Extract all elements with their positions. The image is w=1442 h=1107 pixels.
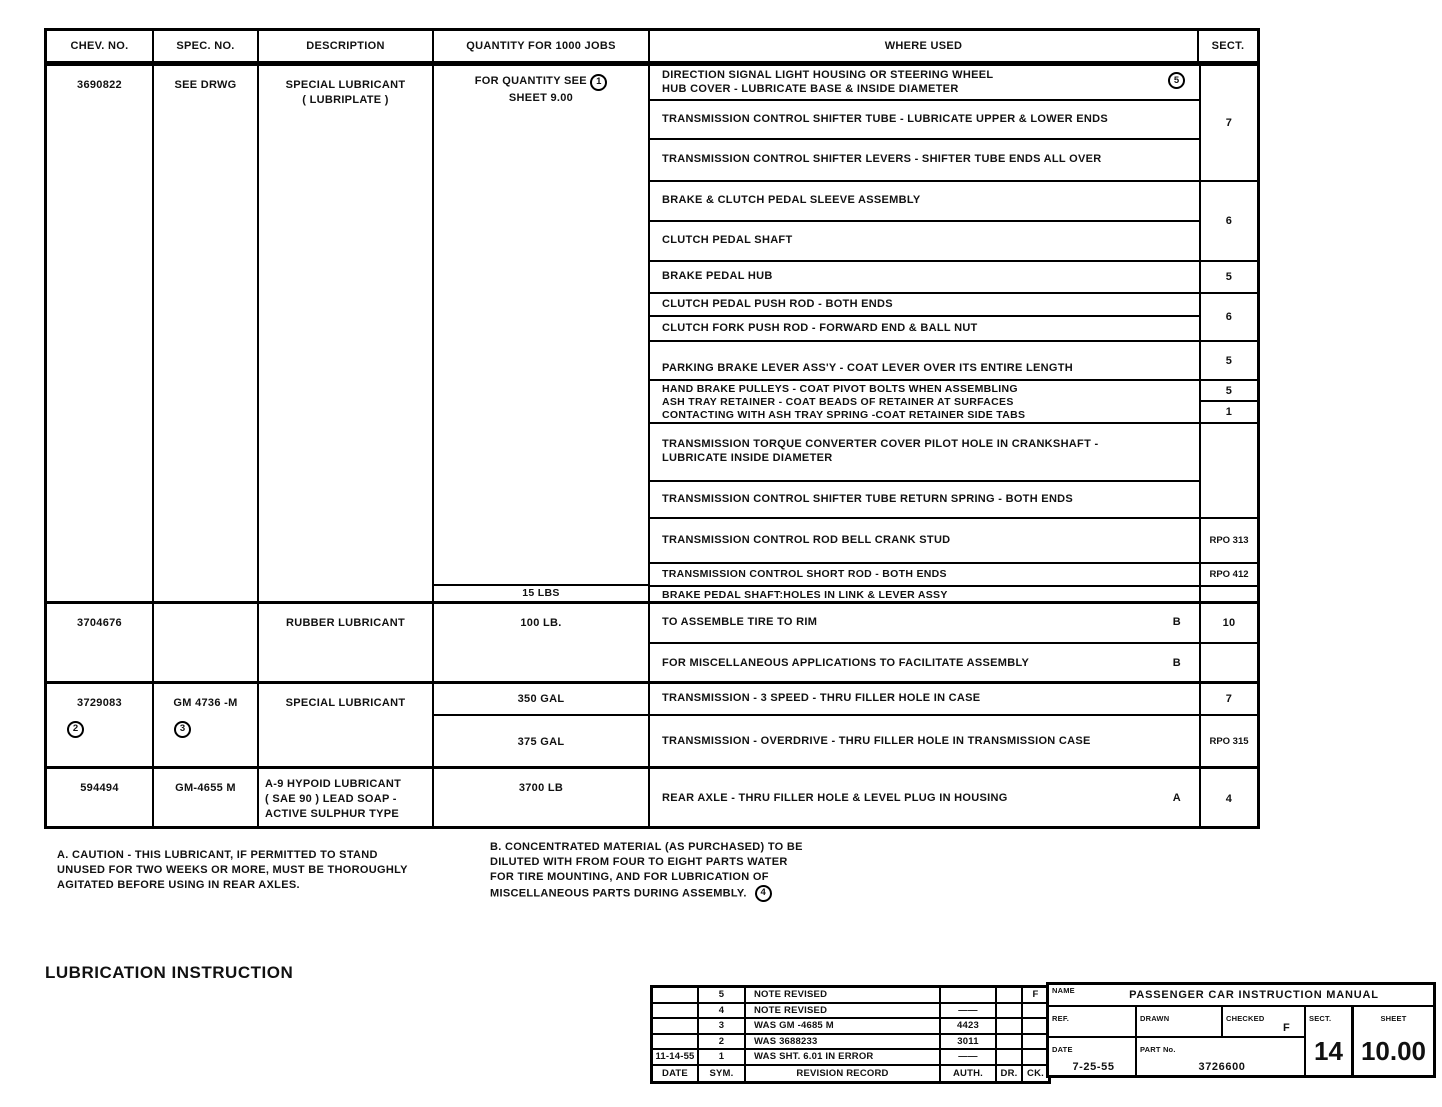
where-used-row [650,564,1199,587]
where-used-column [650,604,1201,681]
revision-auth: 4423 [941,1019,997,1033]
where-used-row [650,317,1199,342]
revision-row [653,1035,1048,1051]
revision-sym: 3 [699,1019,746,1033]
revision-sym: 2 [699,1035,746,1049]
description-line: SPECIAL LUBRICANT [285,79,406,91]
revision-auth [941,988,997,1002]
where-used-text: PARKING BRAKE LEVER ASS'Y - COAT LEVER OVER ITS ENTIRE LENGTH [662,362,1074,375]
header-spec-no: SPEC. NO. [154,31,259,61]
revision-date [653,1035,699,1049]
note-letter-b: B [1172,616,1181,629]
revision-dr-header: DR. [997,1066,1023,1082]
revision-row [653,988,1048,1004]
circled-note-3: 3 [174,721,191,738]
sect-cell: RPO 315 [1209,736,1249,747]
spec-no-value: GM 4736 -M [173,697,238,709]
revision-record: WAS SHT. 6.01 IN ERROR [746,1050,941,1064]
ref-cell: REF. [1049,1007,1137,1036]
revision-date [653,1019,699,1033]
where-used-row [650,294,1199,317]
revision-auth-header: AUTH. [941,1066,997,1082]
quantity-cell [434,769,650,826]
description-line: ( LUBRIPLATE ) [302,93,389,106]
header-quantity: QUANTITY FOR 1000 JOBS [434,31,650,61]
chev-no-value: 3704676 [77,617,122,629]
revision-record: WAS GM -4685 M [746,1019,941,1033]
chev-no-value: 3729083 [77,697,122,709]
sect-cell: 7 [1201,66,1257,182]
where-used-column [650,684,1201,766]
circled-note-2: 2 [67,721,84,738]
revision-ck [1023,1004,1048,1018]
where-used-text: BRAKE PEDAL SHAFT:HOLES IN LINK & LEVER ASSY [662,589,948,602]
where-used-text: TRANSMISSION - 3 SPEED - THRU FILLER HOLE IN CASE [662,692,981,705]
where-used-row [650,101,1199,140]
where-used-row [650,716,1199,767]
sect-cell: 5 [1201,262,1257,294]
revision-sym: 1 [699,1050,746,1064]
where-used-text: BRAKE PEDAL HUB [662,270,773,283]
quantity-sub-cell: 350 GAL [434,684,648,716]
revision-record-header: REVISION RECORD [746,1066,941,1082]
revision-sym: 4 [699,1004,746,1018]
lubricant-block-hypoid [47,766,1257,826]
circled-note-4: 4 [755,885,772,902]
where-used-text: TO ASSEMBLE TIRE TO RIM [662,616,818,629]
note-letter-a: A [1172,792,1181,805]
description-line: ACTIVE SULPHUR TYPE [265,807,400,820]
where-used-text: TRANSMISSION CONTROL SHIFTER TUBE RETURN SPRING - BOTH ENDS [662,492,1074,505]
header-where-used: WHERE USED [650,31,1199,61]
description-line: RUBBER LUBRICANT [285,617,406,629]
part-no-value: 3726600 [1198,1061,1246,1073]
lubrication-table [44,28,1260,829]
where-used-text: CLUTCH FORK PUSH ROD - FORWARD END & BALL NUT [662,321,978,334]
where-used-text: TRANSMISSION TORQUE CONVERTER COVER PILOT HOLE IN CRANKSHAFT - LUBRICATE INSIDE DIAMETER [662,438,1099,464]
revision-date-header: DATE [653,1066,699,1082]
description-cell [259,684,434,766]
where-used-row [650,644,1199,684]
where-used-text: TRANSMISSION CONTROL SHIFTER LEVERS - SHIFTER TUBE ENDS ALL OVER [662,153,1102,166]
where-used-row [650,587,1199,604]
revision-dr [997,1019,1023,1033]
description-line: ( SAE 90 ) LEAD SOAP - [265,792,397,805]
title-name-row [1049,985,1433,1007]
where-used-column [650,66,1201,601]
where-used-row [650,424,1199,482]
sect-cell: RPO 412 [1201,564,1257,587]
where-used-text: TRANSMISSION CONTROL SHORT ROD - BOTH ENDS [662,568,947,581]
note-letter-b: B [1172,657,1181,670]
revision-header-row [653,1066,1048,1082]
footnote-a [57,848,467,893]
chev-no-cell [47,604,154,681]
lubricant-block-lubriplate [47,63,1257,601]
where-used-row [650,140,1199,182]
sect-cell [1201,644,1257,684]
where-used-row [650,182,1199,222]
revision-date: 11-14-55 [653,1050,699,1064]
header-chev-no: CHEV. NO. [47,31,154,61]
sect-cell: RPO 313 [1201,519,1257,564]
checked-cell: CHECKED F [1226,1014,1290,1034]
footnote-line: UNUSED FOR TWO WEEKS OR MORE, MUST BE THOROUGHLY [57,863,408,876]
where-used-text: FOR MISCELLANEOUS APPLICATIONS TO FACILITATE ASSEMBLY [662,657,1030,670]
where-used-text: HAND BRAKE PULLEYS - COAT PIVOT BOLTS WHEN ASSEMBLING ASH TRAY RETAINER - COAT BEADS OF RETAINER AT SURFACES CONTACTING WITH ASH TRAY SPRING -COAT RETAINER SIDE TABS [662,383,1026,421]
spec-no-value: SEE DRWG [174,79,237,91]
sect-box: SECT. 14 [1306,1007,1354,1075]
revision-record: NOTE REVISED [746,1004,941,1018]
manual-name: PASSENGER CAR INSTRUCTION MANUAL [1129,989,1379,1001]
description-line: SPECIAL LUBRICANT [285,697,406,709]
footnote-line: A. CAUTION - THIS LUBRICANT, IF PERMITTED TO STAND [57,849,378,861]
description-cell [259,769,434,826]
part-no-cell: PART No. 3726600 [1137,1038,1304,1075]
revision-row [653,1019,1048,1035]
sect-column [1201,684,1257,766]
revision-dr [997,1035,1023,1049]
sect-cell: 10 [1201,604,1257,644]
description-line: A-9 HYPOID LUBRICANT [265,778,402,790]
header-description: DESCRIPTION [259,31,434,61]
sect-cell: 7 [1201,684,1257,716]
where-used-text: BRAKE & CLUTCH PEDAL SLEEVE ASSEMBLY [662,194,921,207]
where-used-text: TRANSMISSION - OVERDRIVE - THRU FILLER HOLE IN TRANSMISSION CASE [662,734,1091,747]
revision-ck [1023,1050,1048,1064]
page-title: LUBRICATION INSTRUCTION [45,963,294,982]
where-used-text: DIRECTION SIGNAL LIGHT HOUSING OR STEERING WHEEL HUB COVER - LUBRICATE BASE & INSIDE DIAMETER [662,68,994,95]
where-used-row [650,769,1199,829]
revision-record: WAS 3688233 [746,1035,941,1049]
revision-ck-header: CK. [1027,1067,1044,1079]
where-used-row [650,604,1199,644]
where-used-text: CLUTCH PEDAL PUSH ROD - BOTH ENDS [662,297,893,310]
footnote-line: MISCELLANEOUS PARTS DURING ASSEMBLY. 4 [490,885,890,902]
where-used-text: TRANSMISSION CONTROL ROD BELL CRANK STUD [662,533,951,546]
footnote-line: DILUTED WITH FROM FOUR TO EIGHT PARTS WATER [490,855,788,868]
revision-ck [1023,1019,1048,1033]
header-sect: SECT. [1211,40,1245,52]
table-header-row [47,31,1257,63]
circled-note-1: 1 [590,74,607,91]
sect-number: 14 [1314,1036,1343,1066]
spec-no-cell [154,604,259,681]
footnote-line: B. CONCENTRATED MATERIAL (AS PURCHASED) TO BE [490,841,803,853]
lubricant-block-special [47,681,1257,766]
quantity-line: FOR QUANTITY SEE [474,75,587,88]
revision-dr [997,1004,1023,1018]
title-block [1046,982,1436,1078]
revision-row [653,1004,1048,1020]
revision-ck: F [1032,989,1039,1001]
where-used-row [650,222,1199,262]
sect-column [1201,66,1257,601]
where-used-row [650,66,1199,101]
revision-row [653,1050,1048,1066]
sect-cell: 6 [1201,294,1257,342]
revision-dr [997,988,1023,1002]
revision-ck [1023,1035,1048,1049]
where-used-text: REAR AXLE - THRU FILLER HOLE & LEVEL PLUG IN HOUSING [662,792,1008,805]
where-used-text: CLUTCH PEDAL SHAFT [662,234,793,247]
chev-no-value: 3690822 [77,79,122,91]
footnote-line: FOR TIRE MOUNTING, AND FOR LUBRICATION OF [490,870,769,883]
revision-auth: 3011 [941,1035,997,1049]
where-used-column [650,769,1201,826]
quantity-sub-cell: 375 GAL [517,735,565,748]
sect-column [1201,604,1257,681]
date-cell: DATE 7-25-55 [1049,1038,1137,1075]
spec-no-cell [154,66,259,601]
sect-cell [1201,587,1257,604]
description-cell [259,66,434,601]
date-value: 7-25-55 [1072,1061,1115,1073]
revision-auth: —— [941,1004,997,1018]
sect-column [1201,769,1257,826]
revision-record: NOTE REVISED [746,988,941,1002]
revision-sym-header: SYM. [699,1066,746,1082]
where-used-row [650,262,1199,294]
lubricant-block-rubber [47,601,1257,681]
quantity-cell [434,604,650,681]
where-used-row [650,519,1199,564]
where-used-text: TRANSMISSION CONTROL SHIFTER TUBE - LUBRICATE UPPER & LOWER ENDS [662,112,1108,125]
revision-date [653,988,699,1002]
chev-no-cell [47,769,154,826]
chev-no-cell [47,684,154,766]
quantity-line: SHEET 9.00 [508,92,574,104]
sect-cell: 1 [1201,402,1257,424]
spec-no-value: GM-4655 M [175,782,236,794]
quantity-cell [434,684,650,766]
revision-dr [997,1050,1023,1064]
where-used-row [650,482,1199,519]
quantity-value: 3700 LB [518,782,564,794]
sheet-number: 10.00 [1360,1036,1427,1066]
where-used-row [650,381,1199,424]
spec-no-cell [154,684,259,766]
footnote-line: AGITATED BEFORE USING IN REAR AXLES. [57,878,300,891]
revision-auth: —— [941,1050,997,1064]
sect-cell: 5 [1201,342,1257,381]
where-used-row [650,342,1199,381]
circled-note-5: 5 [1168,72,1185,89]
footnote-b [490,840,890,902]
where-used-row [650,684,1199,716]
sect-cell: 6 [1201,182,1257,262]
description-cell [259,604,434,681]
drawn-cell: DRAWN [1137,1007,1223,1036]
sect-cell: 5 [1201,381,1257,402]
quantity-note [434,66,648,106]
spec-no-cell [154,769,259,826]
checked-value: F [1282,1022,1290,1034]
quantity-value: 100 LB. [520,617,562,629]
chev-no-cell [47,66,154,601]
revision-sym: 5 [699,988,746,1002]
sect-cell [1201,424,1257,519]
chev-no-value: 594494 [80,782,119,794]
name-label: NAME [1052,986,1075,995]
revision-record-table [650,985,1051,1084]
quantity-cell [434,66,650,601]
quantity-sub-cell: 15 LBS [434,584,648,601]
sheet-box: SHEET 10.00 [1354,1007,1433,1075]
revision-date [653,1004,699,1018]
sect-cell: 4 [1225,793,1233,805]
